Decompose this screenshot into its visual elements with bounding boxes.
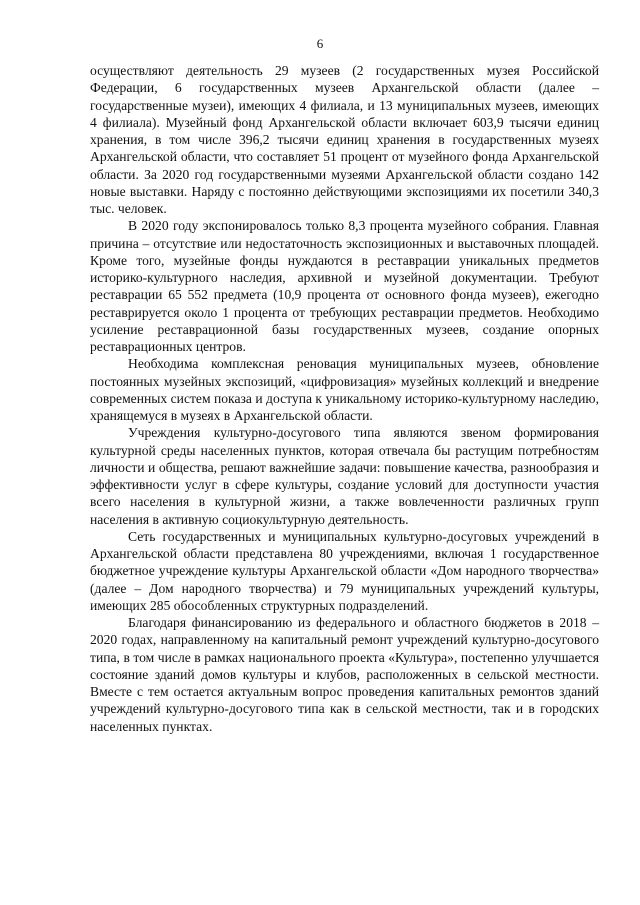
page-number: 6 (316, 36, 324, 51)
paragraph-cultural-leisure-institutions: Учреждения культурно-досугового типа являются звеном формирования культурной среды населенных пунктов, которая отвечала бы растущим потребностям личности и общества, решают важнейшие задачи: повышение качества, разнообразия и эффективности услуг в сфере культуры, создание условий для доступности участия всего населения в культурной жизни, а также вовлеченности различных групп населения в активную социокультурную деятельность. (90, 425, 599, 527)
paragraph-funding-repairs: Благодаря финансированию из федерального и областного бюджетов в 2018 – 2020 годах, направленному на капитальный ремонт учреждений культурно-досугового типа, в том числе в рамках национального проекта «Культура», постепенно улучшается состояние зданий домов культуры и клубов, расположенных в сельской местности. Вместе с тем остается актуальным вопрос проведения капитальных ремонтов зданий учреждений культурно-досугового типа как в сельской местности, так и в городских населенных пунктах. (90, 615, 599, 734)
document-body (90, 62, 599, 735)
paragraph-exhibited-collection: В 2020 году экспонировалось только 8,3 процента музейного собрания. Главная причина – отсутствие или недостаточность экспозиционных и выставочных площадей. Кроме того, музейные фонды нуждаются в реставрации уникальных предметов историко-культурного наследия, архивной и музейной документации. Требуют реставрации 65 552 предмета (10,9 процента от основного фонда музеев), ежегодно реставрируется около 1 процента от требующих реставрации предметов. Необходимо усиление реставрационной базы государственных музеев, создание опорных реставрационных центров. (90, 218, 599, 354)
paragraph-museums-overview: осуществляют деятельность 29 музеев (2 государственных музея Российской Федерации, 6 государственных музеев Архангельской области (далее – государственные музеи), имеющих 4 филиала, и 13 муниципальных музеев, имеющих 4 филиала). Музейный фонд Архангельской области включает 603,9 тысячи единиц хранения, в том числе 396,2 тысячи единиц хранения в государственных музеях Архангельской области, что составляет 51 процент от музейного фонда Архангельской области. За 2020 год государственными музеями Архангельской области создано 142 новые выставки. Наряду с постоянно действующими экспозициями их посетили 340,3 тыс. человек. (90, 63, 599, 216)
paragraph-institution-network: Сеть государственных и муниципальных культурно-досуговых учреждений в Архангельской области представлена 80 учреждениями, включая 1 государственное бюджетное учреждение культуры Архангельской области «Дом народного творчества» (далее – Дом народного творчества) и 79 муниципальных учреждений культуры, имеющих 285 обособленных структурных подразделений. (90, 528, 599, 613)
paragraph-museum-renovation: Необходима комплексная реновация муниципальных музеев, обновление постоянных музейных экспозиций, «цифровизация» музейных коллекций и внедрение современных систем показа и доступа к уникальному историко-культурному наследию, хранящемуся в музеях в Архангельской области. (90, 356, 599, 423)
